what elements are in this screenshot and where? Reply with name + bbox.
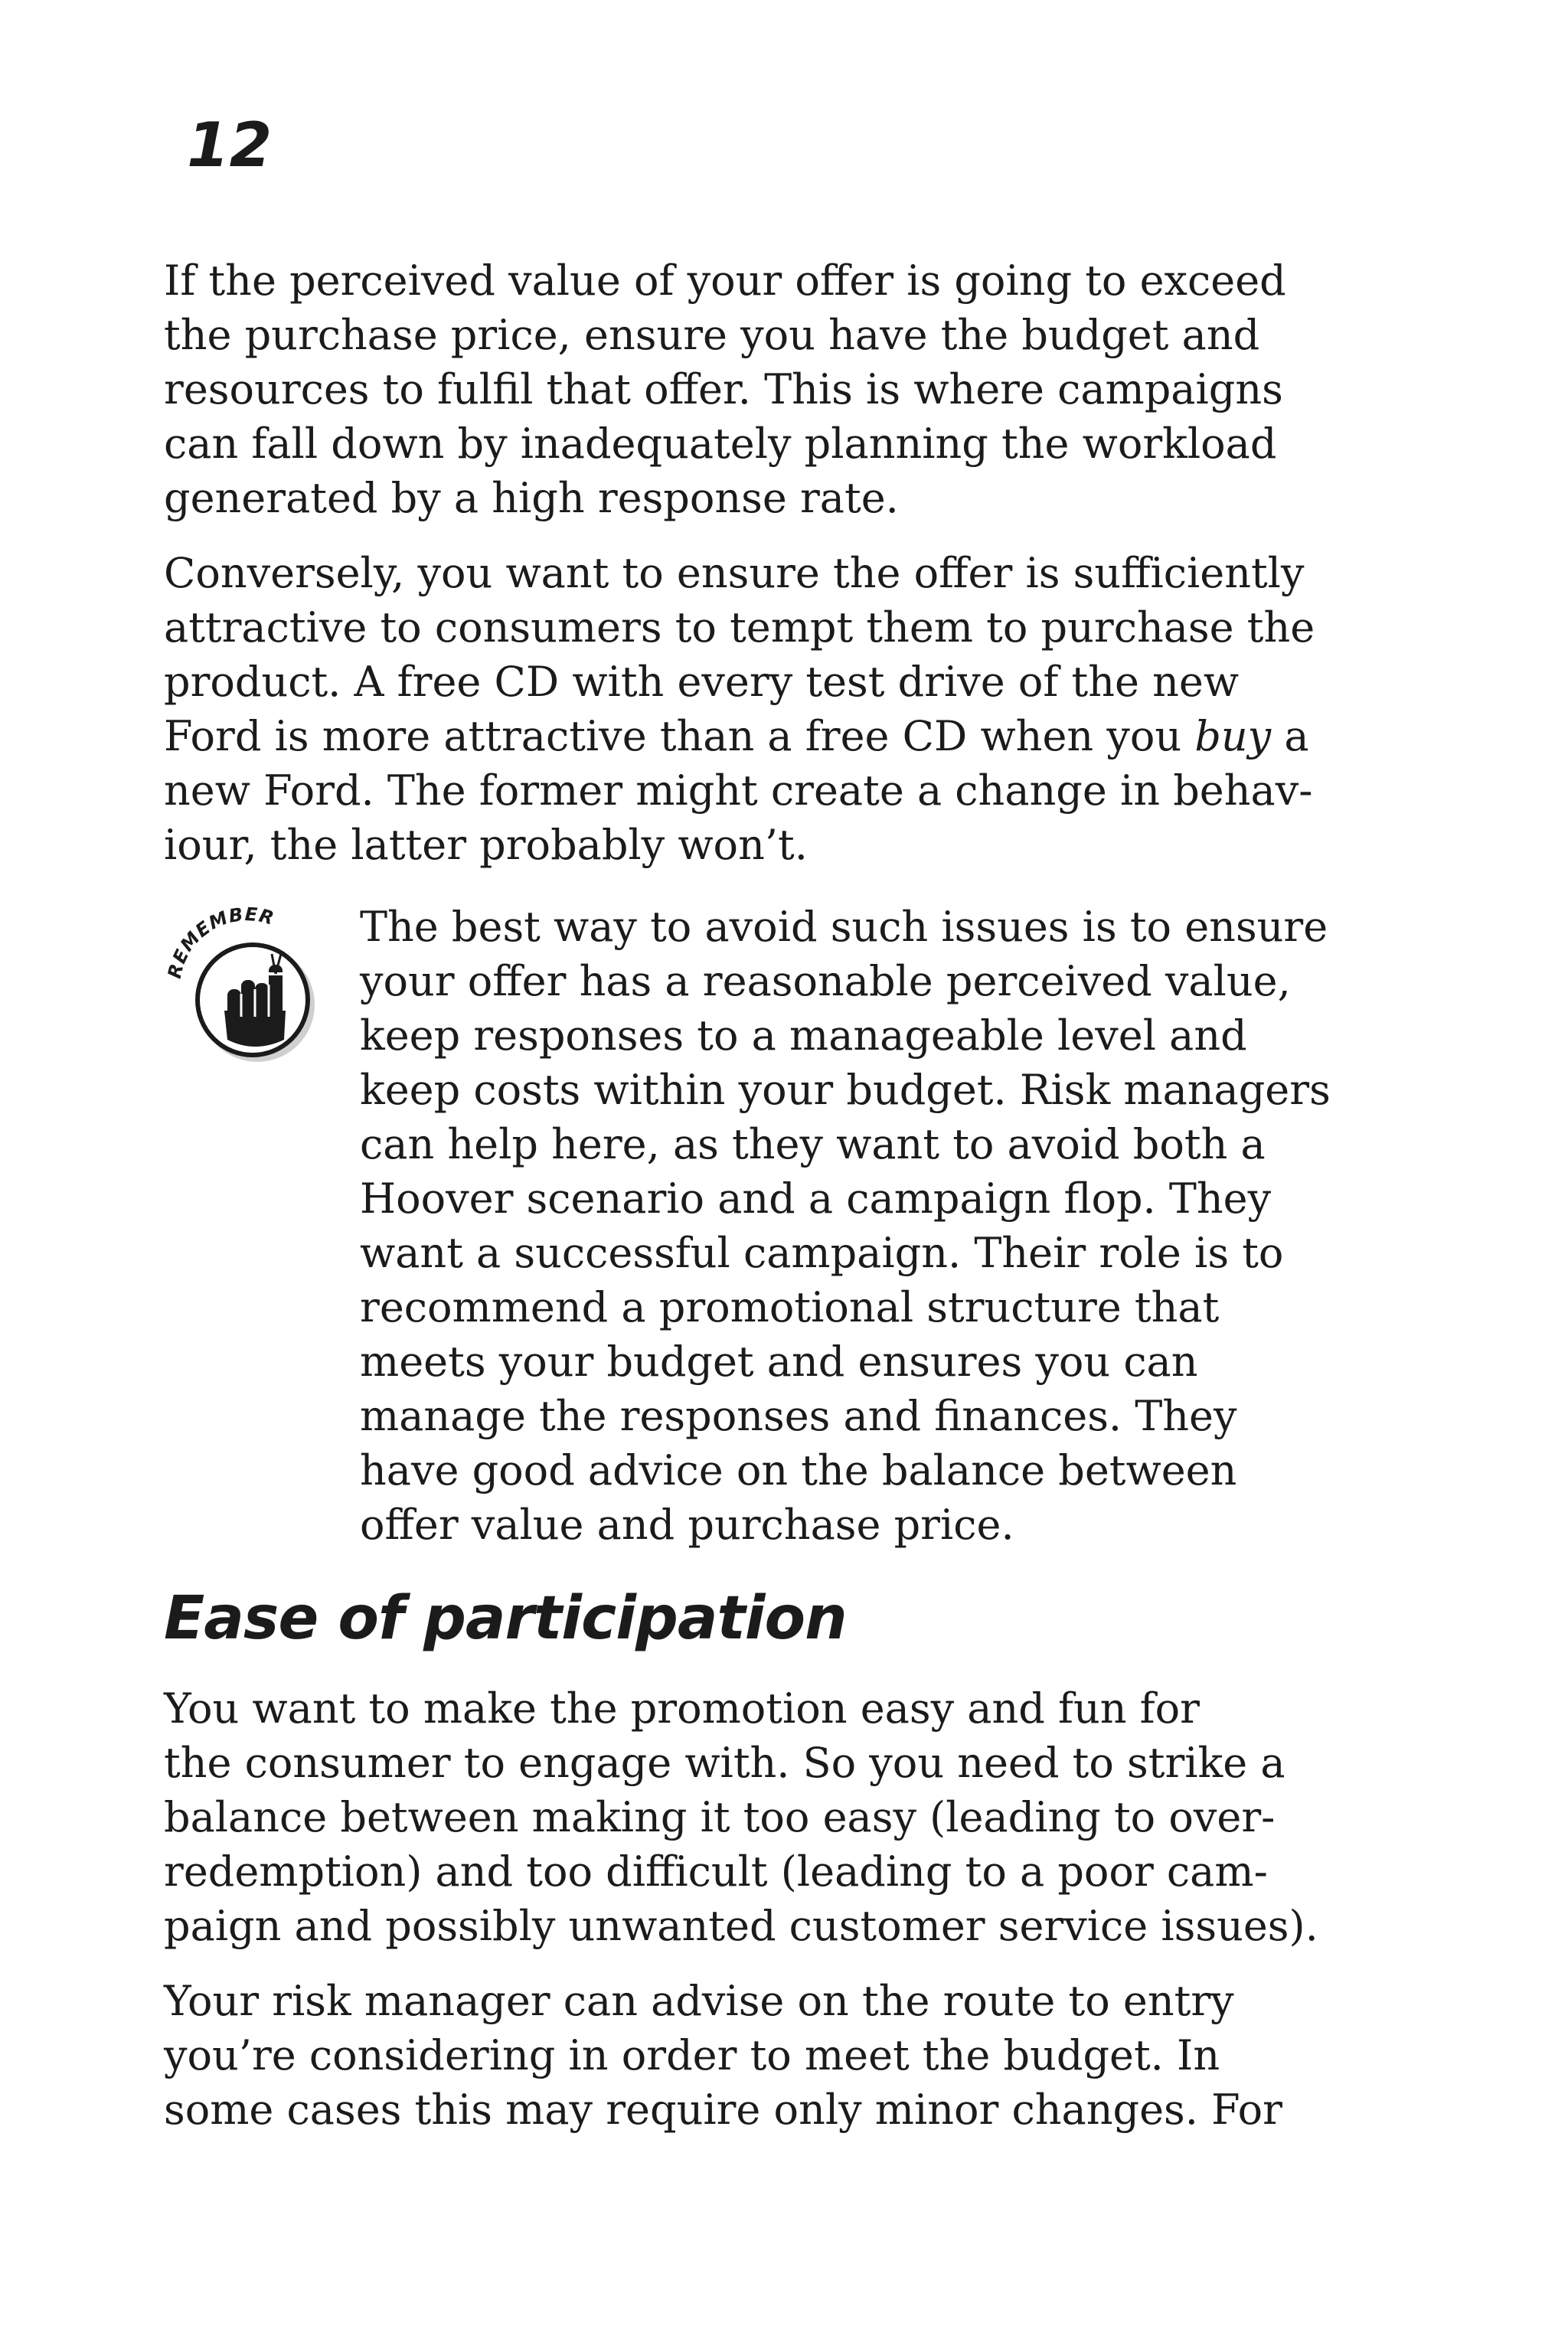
paragraph-line: The best way to avoid such issues is to ensure [360, 903, 1328, 951]
paragraph-line: balance between making it too easy (leading to over- [164, 1793, 1276, 1841]
paragraph-line: Conversely, you want to ensure the offer is sufficiently [164, 549, 1305, 597]
paragraph-line: You want to make the promotion easy and fun for [164, 1684, 1200, 1733]
paragraph-line: can help here, as they want to avoid both a [360, 1120, 1266, 1168]
paragraph-line: generated by a high response rate. [164, 474, 899, 522]
paragraph-line: keep responses to a manageable level and [360, 1011, 1247, 1060]
paragraph-line: want a successful campaign. Their role is to [360, 1229, 1284, 1277]
paragraph-line: paign and possibly unwanted customer service issues). [164, 1902, 1318, 1950]
paragraph-line: new Ford. The former might create a change in behav- [164, 766, 1313, 815]
paragraph-4 [164, 1681, 1318, 1953]
paragraph-line: attractive to consumers to tempt them to purchase the [164, 603, 1315, 652]
paragraph-line: your offer has a reasonable perceived value, [360, 957, 1291, 1005]
remember-icon [157, 903, 333, 1072]
paragraph-line: product. A free CD with every test drive of the new [164, 658, 1240, 706]
paragraph-line: keep costs within your budget. Risk managers [360, 1066, 1331, 1114]
paragraph-line: Hoover scenario and a campaign flop. They [360, 1174, 1272, 1223]
page-number: 12 [187, 109, 273, 181]
paragraph-line: have good advice on the balance between [360, 1446, 1237, 1494]
section-heading: Ease of participation [164, 1584, 847, 1653]
paragraph-line: manage the responses and finances. They [360, 1392, 1237, 1440]
paragraph-line-with-emphasis [164, 709, 1315, 763]
emphasis-buy: buy [1194, 712, 1272, 760]
paragraph-line: resources to fulfil that offer. This is where campaigns [164, 365, 1283, 413]
text-run: a [1271, 712, 1309, 760]
paragraph-1 [164, 253, 1286, 525]
paragraph-line: recommend a promotional structure that [360, 1283, 1220, 1331]
paragraph-line: meets your budget and ensures you can [360, 1338, 1198, 1386]
paragraph-line: Your risk manager can advise on the route to entry [164, 1977, 1234, 2025]
paragraph-line: iour, the latter probably won’t. [164, 821, 808, 869]
paragraph-2 [164, 546, 1315, 872]
paragraph-line: you’re considering in order to meet the budget. In [164, 2031, 1220, 2079]
paragraph-line: If the perceived value of your offer is going to exceed [164, 256, 1286, 305]
text-run: Ford is more attractive than a free CD when you [164, 712, 1195, 760]
paragraph-line: can fall down by inadequately planning the workload [164, 420, 1277, 468]
paragraph-line: offer value and purchase price. [360, 1501, 1014, 1549]
paragraph-line: the consumer to engage with. So you need to strike a [164, 1739, 1285, 1787]
paragraph-line: redemption) and too difficult (leading to a poor cam- [164, 1847, 1268, 1896]
paragraph-line: the purchase price, ensure you have the budget and [164, 311, 1260, 359]
remember-paragraph [360, 900, 1331, 1552]
paragraph-5 [164, 1974, 1282, 2137]
paragraph-line: some cases this may require only minor changes. For [164, 2086, 1282, 2134]
remember-label: REMEMBER [163, 903, 277, 981]
